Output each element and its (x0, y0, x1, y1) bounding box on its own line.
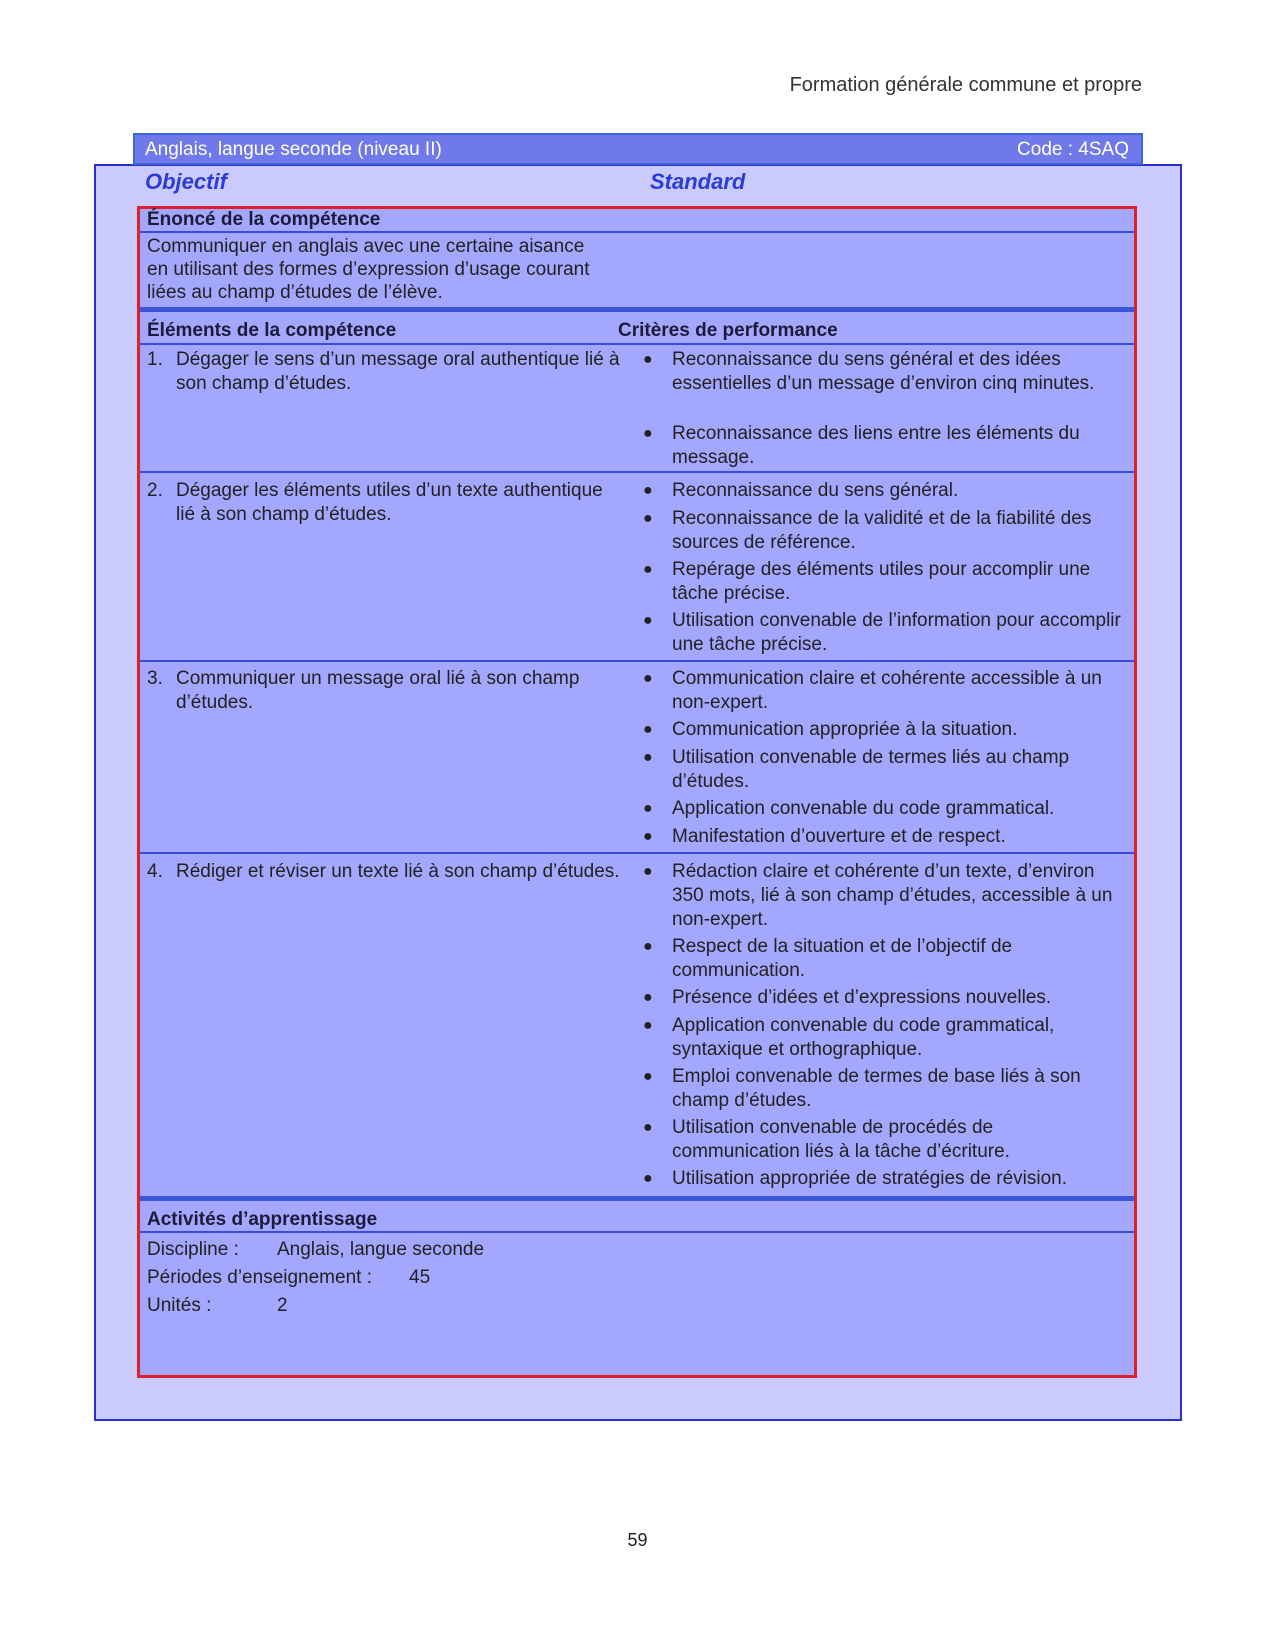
bullet-icon: ● (643, 1068, 653, 1085)
criterion-text: Reconnaissance de la validité et de la fiabilité des sources de référence. (672, 508, 1092, 553)
bullet-icon: ● (643, 1170, 653, 1187)
criterion-text: Application convenable du code grammatical. (672, 798, 1055, 819)
divider (140, 343, 1134, 345)
standard-label: Standard (650, 169, 746, 194)
competence-card (137, 206, 1137, 1378)
element-number: 1. (147, 349, 163, 370)
divider (140, 1231, 1134, 1233)
bullet-icon: ● (643, 561, 653, 578)
element-text: Rédiger et réviser un texte lié à son champ d’études. (176, 861, 620, 882)
enonce-line: en utilisant des formes d’expression d’usage courant (147, 259, 590, 280)
periodes-row (147, 1267, 431, 1289)
unites-label: Unités : (147, 1295, 212, 1316)
activites-title: Activités d’apprentissage (147, 1209, 378, 1230)
element-number: 2. (147, 480, 163, 501)
divider (140, 852, 1134, 854)
criteres-heading: Critères de performance (618, 320, 838, 341)
course-title: Anglais, langue seconde (niveau II) (145, 139, 442, 160)
bullet-icon: ● (643, 351, 653, 368)
criterion-text: Présence d’idées et d’expressions nouvelles. (672, 987, 1052, 1008)
bullet-icon: ● (643, 721, 653, 738)
criterion-text: Repérage des éléments utiles pour accomplir une tâche précise. (672, 559, 1091, 604)
periodes-label: Périodes d’enseignement : (147, 1267, 372, 1288)
unites-value: 2 (277, 1295, 288, 1316)
criterion-text: Reconnaissance du sens général et des idées essentielles d’un message d’environ cinq minutes. (672, 349, 1095, 394)
course-code: Code : 4SAQ (1017, 139, 1129, 160)
criterion-text: Utilisation convenable de termes liés au champ d’études. (672, 747, 1070, 792)
criterion-text: Emploi convenable de termes de base liés à son champ d’études. (672, 1066, 1081, 1111)
element-number: 3. (147, 668, 163, 689)
bullet-icon: ● (643, 510, 653, 527)
criterion-text: Utilisation convenable de l’information pour accomplir une tâche précise. (672, 610, 1121, 655)
criterion-text: Rédaction claire et cohérente d’un texte, d’environ 350 mots, lié à son champ d’études, accessible à un non-expert. (672, 861, 1113, 930)
element-number: 4. (147, 861, 163, 882)
page-number: 59 (627, 1530, 648, 1550)
periodes-value: 45 (409, 1267, 431, 1288)
discipline-value: Anglais, langue seconde (277, 1239, 485, 1260)
divider (140, 307, 1134, 312)
element-text: Communiquer un message oral lié à son champ d’études. (176, 668, 580, 713)
page-header: Formation générale commune et propre (789, 74, 1142, 96)
divider (140, 1196, 1134, 1201)
discipline-row (147, 1239, 485, 1261)
enonce-title: Énoncé de la compétence (147, 209, 381, 230)
unites-row (147, 1295, 288, 1317)
bullet-icon: ● (643, 670, 653, 687)
criterion-text: Utilisation convenable de procédés de communication liés à la tâche d’écriture. (672, 1117, 1010, 1162)
divider (140, 660, 1134, 662)
enonce-line: liées au champ d’études de l’élève. (147, 282, 443, 303)
criterion-text: Communication appropriée à la situation. (672, 719, 1018, 740)
bullet-icon: ● (643, 749, 653, 766)
bullet-icon: ● (643, 800, 653, 817)
course-titlebar (133, 133, 1143, 165)
bullet-icon: ● (643, 1017, 653, 1034)
criterion-text: Respect de la situation et de l’objectif de communication. (672, 936, 1013, 981)
bullet-icon: ● (643, 989, 653, 1006)
divider (140, 231, 1134, 233)
criterion-text: Reconnaissance du sens général. (672, 480, 959, 501)
column-titles (145, 167, 1135, 197)
bullet-icon: ● (643, 863, 653, 880)
objectif-label: Objectif (145, 169, 227, 194)
element-text: Dégager les éléments utiles d’un texte authentique lié à son champ d’études. (176, 480, 603, 525)
elements-heading: Éléments de la compétence (147, 320, 397, 341)
criterion-text: Application convenable du code grammatical, syntaxique et orthographique. (672, 1015, 1055, 1060)
criterion-text: Reconnaissance des liens entre les éléments du message. (672, 423, 1080, 468)
bullet-icon: ● (643, 828, 653, 845)
bullet-icon: ● (643, 425, 653, 442)
bullet-icon: ● (643, 612, 653, 629)
divider (140, 471, 1134, 473)
criterion-text: Communication claire et cohérente accessible à un non-expert. (672, 668, 1102, 713)
criterion-text: Manifestation d’ouverture et de respect. (672, 826, 1006, 847)
criterion-text: Utilisation appropriée de stratégies de révision. (672, 1168, 1067, 1189)
enonce-line: Communiquer en anglais avec une certaine aisance (147, 236, 585, 257)
bullet-icon: ● (643, 482, 653, 499)
discipline-label: Discipline : (147, 1239, 239, 1260)
element-text: Dégager le sens d’un message oral authentique lié à son champ d’études. (176, 349, 620, 394)
bullet-icon: ● (643, 1119, 653, 1136)
bullet-icon: ● (643, 938, 653, 955)
